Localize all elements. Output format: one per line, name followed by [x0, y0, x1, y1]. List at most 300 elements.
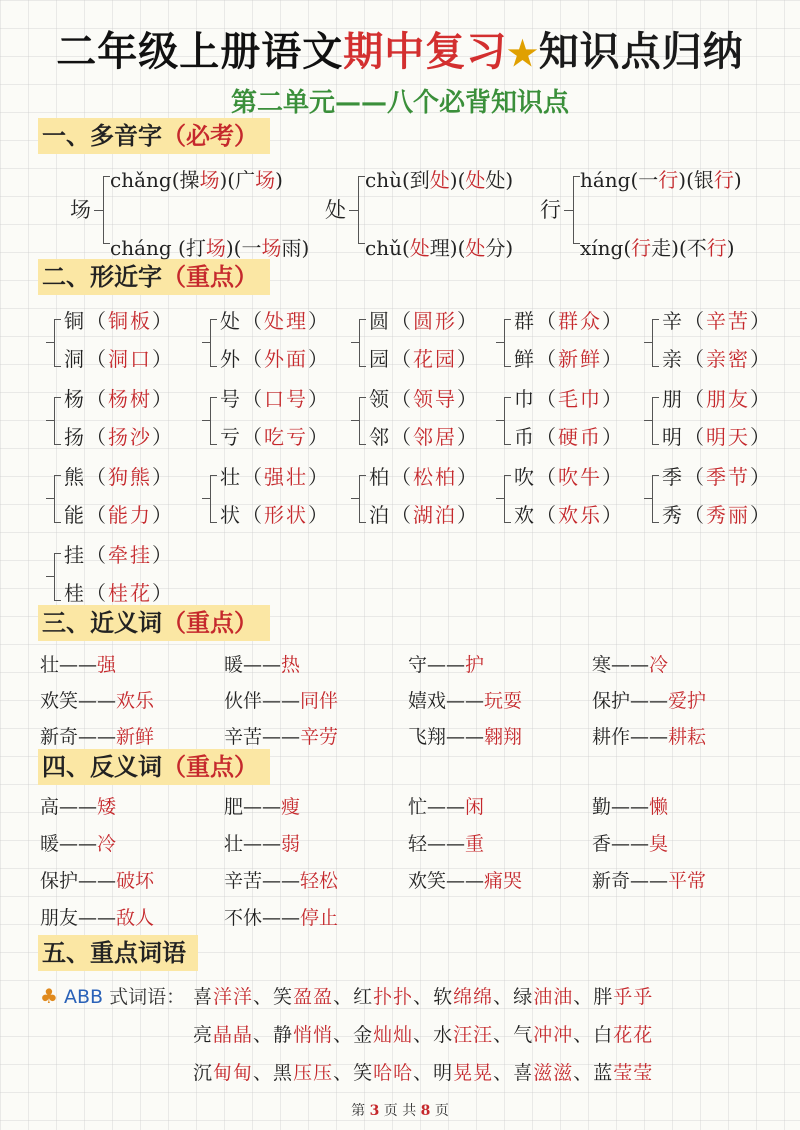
- polyphone-reading: [365, 232, 513, 261]
- similar-word: 吹牛: [558, 465, 602, 489]
- brace: [358, 176, 365, 244]
- similar-char: 领: [369, 387, 391, 411]
- abb-tail: 晃晃: [453, 1062, 494, 1084]
- reading-segment: 分): [485, 236, 514, 260]
- antonym-pair: [408, 829, 484, 856]
- similar-word: 新鲜: [558, 347, 602, 371]
- brace: [652, 319, 659, 367]
- similar-char: 园: [369, 347, 391, 371]
- reading-segment: 处: [465, 236, 486, 260]
- reading-segment: )(: [449, 168, 466, 192]
- abb-sep: 、: [573, 1062, 594, 1084]
- pair-dash: ——: [262, 690, 301, 712]
- similar-word: 辛苦: [706, 309, 750, 333]
- abb-tail: 莹莹: [613, 1062, 654, 1084]
- polyphone-char: 场: [70, 198, 91, 222]
- reading-segment: chǎng(操: [110, 168, 200, 192]
- polyphone-reading: [580, 232, 735, 261]
- abb-tail: 灿灿: [373, 1024, 414, 1046]
- similar-char: 洞: [64, 347, 86, 371]
- similar-word: 铜板: [108, 309, 152, 333]
- pair-match: 同伴: [300, 690, 339, 712]
- abb-sep: 、: [573, 986, 594, 1008]
- synonym-pair: [224, 686, 338, 713]
- similar-char-line: 鲜（新鲜）: [514, 347, 624, 371]
- abb-sep: 、: [253, 1062, 274, 1084]
- brace: [504, 475, 511, 523]
- pair-word: 高: [40, 796, 60, 818]
- antonym-pair: [224, 829, 300, 856]
- section-title: 五、重点词语: [42, 938, 186, 967]
- reading-segment: 场: [255, 168, 276, 192]
- synonym-pair: [592, 650, 668, 677]
- similar-char-line: 季（季节）: [662, 465, 772, 489]
- similar-word: 圆形: [413, 309, 457, 333]
- similar-char: 挂: [64, 543, 86, 567]
- similar-char: 亲: [662, 347, 684, 371]
- similar-word: 松柏: [413, 465, 457, 489]
- antonym-pair: [224, 866, 338, 893]
- similar-word: 桂花: [108, 581, 152, 605]
- similar-char-line: 杨（杨树）: [64, 387, 174, 411]
- abb-tail: 汪汪: [453, 1024, 494, 1046]
- pair-word: 保护: [592, 690, 631, 712]
- similar-char-group: [347, 461, 497, 541]
- synonym-pair: [408, 650, 484, 677]
- similar-char-group: [347, 305, 497, 385]
- abb-head: 笑: [353, 1062, 374, 1084]
- similar-char-line: 处（处理）: [220, 309, 330, 333]
- abb-label-zh: 式词语：: [103, 986, 186, 1008]
- pair-dash: ——: [427, 796, 466, 818]
- pair-match: 欢乐: [116, 690, 155, 712]
- similar-char-line: 熊（狗熊）: [64, 465, 174, 489]
- abb-head: 黑: [273, 1062, 294, 1084]
- similar-char: 杨: [64, 387, 86, 411]
- similar-char-line: 扬（扬沙）: [64, 425, 174, 449]
- abb-head: 软: [433, 986, 454, 1008]
- reading-segment: 场: [261, 236, 282, 260]
- pair-match: 冷: [97, 833, 117, 855]
- abb-head: 绿: [513, 986, 534, 1008]
- similar-word: 洞口: [108, 347, 152, 371]
- pair-dash: ——: [78, 907, 117, 929]
- title-part2: 期中复习: [343, 28, 508, 75]
- pair-match: 辛劳: [300, 726, 339, 748]
- similar-char-group: [640, 305, 790, 385]
- section-tag: （重点）: [162, 608, 258, 637]
- similar-char: 明: [662, 425, 684, 449]
- synonym-pair: [40, 686, 154, 713]
- section-title: 二、形近字: [42, 262, 162, 291]
- abb-head: 亮: [193, 1024, 214, 1046]
- section-keywords-header: [38, 935, 198, 971]
- antonym-pair: [408, 866, 522, 893]
- abb-sep: 、: [413, 986, 434, 1008]
- pair-match: 爱护: [668, 690, 707, 712]
- similar-char: 处: [220, 309, 242, 333]
- pair-match: 闲: [465, 796, 485, 818]
- abb-head: 静: [273, 1024, 294, 1046]
- pair-match: 冷: [649, 654, 669, 676]
- abb-head: 沉: [193, 1062, 214, 1084]
- brace: [54, 553, 61, 601]
- similar-char-group: [492, 305, 642, 385]
- reading-segment: ): [275, 168, 283, 192]
- similar-char-line: 铜（铜板）: [64, 309, 174, 333]
- similar-word: 秀丽: [706, 503, 750, 527]
- brace: [504, 319, 511, 367]
- abb-sep: 、: [253, 986, 274, 1008]
- abb-head: 明: [433, 1062, 454, 1084]
- antonym-pair: [224, 903, 338, 930]
- similar-word: 杨树: [108, 387, 152, 411]
- abb-label: [40, 982, 185, 1009]
- abb-tail: 悄悄: [293, 1024, 334, 1046]
- leaf-icon: ♣: [40, 984, 58, 1008]
- pair-match: 平常: [668, 870, 707, 892]
- polyphone-char: 行: [540, 198, 561, 222]
- pair-word: 欢笑: [408, 870, 447, 892]
- similar-char-line: 柏（松柏）: [369, 465, 479, 489]
- brace: [652, 397, 659, 445]
- abb-tail: 乎乎: [613, 986, 654, 1008]
- similar-char: 朋: [662, 387, 684, 411]
- brace: [652, 475, 659, 523]
- synonym-pair: [408, 722, 522, 749]
- similar-word: 花园: [413, 347, 457, 371]
- reading-segment: 场: [205, 236, 226, 260]
- pair-match: 翱翔: [484, 726, 523, 748]
- pair-dash: ——: [446, 726, 485, 748]
- similar-char: 桂: [64, 581, 86, 605]
- similar-char: 鲜: [514, 347, 536, 371]
- similar-char: 秀: [662, 503, 684, 527]
- section-polyphone-header: [38, 118, 270, 154]
- similar-word: 外面: [264, 347, 308, 371]
- reading-segment: ): [733, 168, 742, 192]
- similar-word: 吃亏: [264, 425, 308, 449]
- abb-head: 笑: [273, 986, 294, 1008]
- pair-dash: ——: [427, 833, 466, 855]
- polyphone-reading: [110, 164, 283, 193]
- pair-dash: ——: [59, 796, 98, 818]
- abb-head: 喜: [513, 1062, 534, 1084]
- pair-match: 瘦: [281, 796, 301, 818]
- similar-word: 能力: [108, 503, 152, 527]
- footer-post: 页: [430, 1103, 449, 1119]
- synonym-pair: [224, 722, 338, 749]
- similar-char-line: 币（硬币）: [514, 425, 624, 449]
- footer-pre: 第: [351, 1103, 370, 1119]
- pair-dash: ——: [243, 796, 282, 818]
- similar-char: 吹: [514, 465, 536, 489]
- abb-head: 金: [353, 1024, 374, 1046]
- pair-word: 新奇: [40, 726, 79, 748]
- similar-char-line: 挂（牵挂）: [64, 543, 174, 567]
- abb-tail: 花花: [613, 1024, 654, 1046]
- similar-char-group: [42, 305, 192, 385]
- reading-segment: )(一: [225, 236, 262, 260]
- similar-char: 熊: [64, 465, 86, 489]
- pair-word: 壮: [40, 654, 60, 676]
- pair-dash: ——: [243, 654, 282, 676]
- similar-char-line: 外（外面）: [220, 347, 330, 371]
- similar-char: 币: [514, 425, 536, 449]
- abb-head: 气: [513, 1024, 534, 1046]
- pair-word: 暖: [224, 654, 244, 676]
- similar-char: 扬: [64, 425, 86, 449]
- pair-match: 敌人: [116, 907, 155, 929]
- pair-word: 辛苦: [224, 726, 263, 748]
- pair-match: 破坏: [116, 870, 155, 892]
- abb-sep: 、: [413, 1062, 434, 1084]
- similar-char: 巾: [514, 387, 536, 411]
- section-title: 一、多音字: [42, 121, 162, 150]
- similar-word: 毛巾: [558, 387, 602, 411]
- similar-char: 能: [64, 503, 86, 527]
- pair-dash: ——: [78, 690, 117, 712]
- synonym-pair: [592, 722, 706, 749]
- brace: [54, 319, 61, 367]
- antonym-pair: [40, 829, 116, 856]
- similar-char-line: 泊（湖泊）: [369, 503, 479, 527]
- synonym-pair: [592, 686, 706, 713]
- section-tag: （重点）: [162, 752, 258, 781]
- similar-char-line: 圆（圆形）: [369, 309, 479, 333]
- pair-dash: ——: [611, 833, 650, 855]
- pair-dash: ——: [446, 690, 485, 712]
- section-tag: （必考）: [162, 121, 258, 150]
- abb-tail: 压压: [293, 1062, 334, 1084]
- polyphone-reading: [110, 232, 309, 261]
- pair-word: 朋友: [40, 907, 79, 929]
- pair-word: 保护: [40, 870, 79, 892]
- similar-char-group: [640, 383, 790, 463]
- reading-segment: )(银: [678, 168, 714, 192]
- pair-match: 耕耘: [668, 726, 707, 748]
- abb-sep: 、: [493, 1062, 514, 1084]
- reading-segment: chù(到: [365, 168, 430, 192]
- pair-word: 暖: [40, 833, 60, 855]
- abb-sep: 、: [493, 1024, 514, 1046]
- pair-word: 嬉戏: [408, 690, 447, 712]
- reading-segment: 处): [485, 168, 514, 192]
- pair-word: 守: [408, 654, 428, 676]
- similar-word: 处理: [264, 309, 308, 333]
- antonym-pair: [40, 866, 154, 893]
- pair-dash: ——: [262, 907, 301, 929]
- abb-sep: 、: [333, 1062, 354, 1084]
- similar-char: 柏: [369, 465, 391, 489]
- synonym-pair: [40, 650, 116, 677]
- antonym-pair: [224, 792, 300, 819]
- antonym-pair: [40, 903, 154, 930]
- abb-sep: 、: [573, 1024, 594, 1046]
- similar-char-line: 亏（吃亏）: [220, 425, 330, 449]
- abb-line: [193, 1020, 653, 1047]
- pair-dash: ——: [78, 870, 117, 892]
- abb-tail: 油油: [533, 986, 574, 1008]
- similar-char: 号: [220, 387, 242, 411]
- pair-dash: ——: [611, 796, 650, 818]
- brace: [359, 397, 366, 445]
- reading-segment: chǔ(: [365, 236, 410, 260]
- pair-word: 寒: [592, 654, 612, 676]
- pair-word: 辛苦: [224, 870, 263, 892]
- brace: [210, 319, 217, 367]
- abb-tail: 扑扑: [373, 986, 414, 1008]
- reading-segment: 理)(: [429, 236, 466, 260]
- star-icon: ★: [507, 34, 539, 74]
- brace: [504, 397, 511, 445]
- pair-dash: ——: [262, 726, 301, 748]
- abb-head: 蓝: [593, 1062, 614, 1084]
- similar-word: 扬沙: [108, 425, 152, 449]
- pair-dash: ——: [630, 726, 669, 748]
- similar-char-group: [198, 383, 348, 463]
- reading-segment: 雨): [281, 236, 310, 260]
- abb-sep: 、: [493, 986, 514, 1008]
- similar-char: 邻: [369, 425, 391, 449]
- abb-tail: 盈盈: [293, 986, 334, 1008]
- similar-char-group: [42, 461, 192, 541]
- similar-char-line: 吹（吹牛）: [514, 465, 624, 489]
- similar-word: 领导: [413, 387, 457, 411]
- similar-char-group: [347, 383, 497, 463]
- similar-char: 铜: [64, 309, 86, 333]
- reading-segment: 走)(不: [651, 236, 707, 260]
- similar-word: 群众: [558, 309, 602, 333]
- similar-char: 壮: [220, 465, 242, 489]
- pair-dash: ——: [243, 833, 282, 855]
- similar-char-group: [42, 383, 192, 463]
- footer-mid: 页 共: [379, 1103, 421, 1119]
- similar-word: 牵挂: [108, 543, 152, 567]
- similar-word: 狗熊: [108, 465, 152, 489]
- section-title: 三、近义词: [42, 608, 162, 637]
- reading-segment: ): [726, 236, 735, 260]
- pair-match: 热: [281, 654, 301, 676]
- section-title: 四、反义词: [42, 752, 162, 781]
- pair-match: 轻松: [300, 870, 339, 892]
- title-part1: 二年级上册语文: [56, 28, 344, 75]
- similar-char-line: 能（能力）: [64, 503, 174, 527]
- pair-match: 强: [97, 654, 117, 676]
- similar-char: 季: [662, 465, 684, 489]
- pair-word: 香: [592, 833, 612, 855]
- brace: [54, 475, 61, 523]
- reading-segment: )(广: [219, 168, 256, 192]
- pair-match: 弱: [281, 833, 301, 855]
- similar-char-line: 巾（毛巾）: [514, 387, 624, 411]
- pair-word: 壮: [224, 833, 244, 855]
- reading-segment: 处: [429, 168, 450, 192]
- abb-label-en: ABB: [63, 986, 104, 1008]
- pair-match: 臭: [649, 833, 669, 855]
- pair-word: 伙伴: [224, 690, 263, 712]
- similar-char-group: [198, 305, 348, 385]
- similar-char-line: 群（群众）: [514, 309, 624, 333]
- reading-segment: 场: [199, 168, 220, 192]
- similar-char: 泊: [369, 503, 391, 527]
- brace: [210, 475, 217, 523]
- section-tag: （重点）: [162, 262, 258, 291]
- pair-dash: ——: [59, 654, 98, 676]
- polyphone-char: 处: [325, 198, 346, 222]
- abb-head: 喜: [193, 986, 214, 1008]
- abb-head: 胖: [593, 986, 614, 1008]
- pair-word: 不休: [224, 907, 263, 929]
- pair-word: 欢笑: [40, 690, 79, 712]
- similar-char-line: 朋（朋友）: [662, 387, 772, 411]
- abb-sep: 、: [413, 1024, 434, 1046]
- similar-char-group: [492, 461, 642, 541]
- polyphone-reading: [365, 164, 513, 193]
- abb-head: 红: [353, 986, 374, 1008]
- pair-word: 耕作: [592, 726, 631, 748]
- brace: [359, 319, 366, 367]
- abb-tail: 滋滋: [533, 1062, 574, 1084]
- similar-char-line: 状（形状）: [220, 503, 330, 527]
- pair-word: 忙: [408, 796, 428, 818]
- similar-char: 圆: [369, 309, 391, 333]
- reading-segment: 行: [658, 168, 679, 192]
- similar-char-line: 欢（欢乐）: [514, 503, 624, 527]
- abb-sep: 、: [253, 1024, 274, 1046]
- pair-word: 轻: [408, 833, 428, 855]
- section-antonym-header: [38, 749, 270, 785]
- similar-char-line: 号（口号）: [220, 387, 330, 411]
- similar-char: 群: [514, 309, 536, 333]
- reading-segment: cháng (打: [110, 236, 206, 260]
- abb-tail: 哈哈: [373, 1062, 414, 1084]
- abb-head: 白: [593, 1024, 614, 1046]
- similar-char-line: 领（领导）: [369, 387, 479, 411]
- similar-word: 口号: [264, 387, 308, 411]
- similar-word: 湖泊: [413, 503, 457, 527]
- similar-word: 邻居: [413, 425, 457, 449]
- section-similar-header: [38, 259, 270, 295]
- pair-dash: ——: [78, 726, 117, 748]
- antonym-pair: [40, 792, 116, 819]
- pair-word: 新奇: [592, 870, 631, 892]
- abb-tail: 冲冲: [533, 1024, 574, 1046]
- similar-word: 明天: [706, 425, 750, 449]
- pair-dash: ——: [446, 870, 485, 892]
- similar-char-group: [640, 461, 790, 541]
- pair-match: 矮: [97, 796, 117, 818]
- pair-match: 停止: [300, 907, 339, 929]
- antonym-pair: [408, 792, 484, 819]
- abb-tail: 甸甸: [213, 1062, 254, 1084]
- reading-segment: 行: [631, 236, 652, 260]
- pair-dash: ——: [630, 690, 669, 712]
- reading-segment: háng(一: [580, 168, 659, 192]
- similar-char-line: 明（明天）: [662, 425, 772, 449]
- similar-word: 欢乐: [558, 503, 602, 527]
- similar-char-line: 园（花园）: [369, 347, 479, 371]
- similar-word: 季节: [706, 465, 750, 489]
- brace: [54, 397, 61, 445]
- similar-char-group: [198, 461, 348, 541]
- abb-line: [193, 982, 653, 1009]
- pair-dash: ——: [630, 870, 669, 892]
- brace: [359, 475, 366, 523]
- similar-char-line: 邻（邻居）: [369, 425, 479, 449]
- similar-char: 状: [220, 503, 242, 527]
- antonym-pair: [592, 829, 668, 856]
